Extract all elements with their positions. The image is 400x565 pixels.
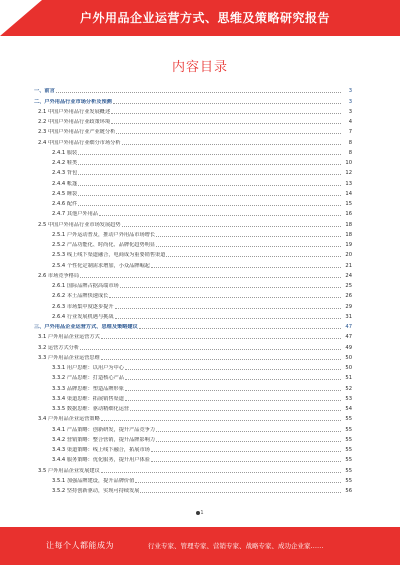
- toc-leader-dots: [120, 287, 341, 288]
- toc-entry[interactable]: [34, 207, 352, 217]
- toc-leader-dots: [125, 369, 341, 370]
- toc-leader-dots: [156, 246, 341, 247]
- toc-entry-label: 2.4.5 睡袋: [52, 190, 78, 197]
- toc-leader-dots: [101, 472, 341, 473]
- toc-entry-label: 2.4 中国户外用品行业细分市场分析: [38, 139, 121, 146]
- toc-leader-dots: [115, 308, 341, 309]
- toc-entry-page: 25: [345, 283, 352, 289]
- toc-entry-page: 3: [348, 98, 352, 105]
- toc-entry[interactable]: [34, 135, 352, 145]
- toc-entry-page: 19: [345, 242, 352, 248]
- toc-entry-page: 31: [345, 313, 352, 320]
- toc-leader-dots: [78, 195, 341, 196]
- toc-entry-label: 2.4.2 鞋类: [52, 160, 78, 166]
- toc-entry-page: 3: [348, 108, 352, 115]
- toc-entry-page: 55: [345, 457, 352, 464]
- toc-leader-dots: [78, 205, 341, 206]
- toc-entry-page: 16: [345, 211, 352, 218]
- toc-leader-dots: [101, 420, 341, 421]
- toc-leader-dots: [80, 277, 341, 278]
- toc-entry-label: 3.4.4 服务策略：优化服务，提升用户体验: [52, 457, 150, 464]
- toc-entry-label: 3.4.3 渠道策略：线上线下融合，拓展市场: [52, 447, 150, 453]
- toc-leader-dots: [125, 400, 341, 401]
- toc-entry-page: 55: [345, 477, 352, 484]
- toc-leader-dots: [125, 379, 341, 380]
- toc-entry-page: 49: [345, 344, 352, 351]
- toc-leader-dots: [113, 103, 341, 104]
- toc-entry-label: 三、户外用品企业运营方式、思维及策略建议: [34, 324, 138, 330]
- toc-entry-page: 55: [345, 436, 352, 443]
- toc-entry-page: 55: [345, 447, 352, 453]
- toc-entry-label: 2.4.4 帐篷: [52, 180, 78, 187]
- toc-entry-label: 2.6.4 行业发展机遇与挑战: [52, 313, 114, 320]
- toc-entry-page: 7: [348, 129, 352, 136]
- toc-leader-dots: [109, 297, 341, 298]
- toc-entry-page: 18: [345, 221, 352, 228]
- toc-leader-dots: [111, 123, 341, 124]
- toc-entry[interactable]: [34, 443, 352, 453]
- toc-entry[interactable]: [34, 361, 352, 371]
- footer-banner: [0, 527, 400, 565]
- toc-entry[interactable]: [34, 412, 352, 422]
- toc-leader-dots: [151, 267, 341, 268]
- toc-entry[interactable]: [34, 433, 352, 443]
- toc-entry-label: 3.5.1 加强品牌建设，提升品牌价值: [52, 477, 135, 484]
- toc-leader-dots: [156, 236, 341, 237]
- toc-entry-label: 2.4.6 配件: [52, 201, 78, 207]
- toc-entry-label: 2.1 中国户外用品行业发展概述: [38, 108, 111, 115]
- toc-leader-dots: [111, 113, 341, 114]
- toc-list: [34, 84, 352, 494]
- toc-entry-label: 2.5.4 个性化定制需求增加，小众品牌崛起: [52, 262, 150, 269]
- toc-leader-dots: [166, 256, 341, 257]
- toc-entry[interactable]: [34, 279, 352, 289]
- toc-entry-page: 24: [345, 272, 352, 279]
- toc-entry-label: 3.4.1 产品策略：创新研发，提升产品竞争力: [52, 426, 156, 433]
- toc-leader-dots: [151, 461, 341, 462]
- toc-leader-dots: [130, 410, 341, 411]
- toc-entry[interactable]: [34, 299, 352, 309]
- toc-entry-page: 47: [345, 334, 352, 341]
- toc-leader-dots: [156, 441, 341, 442]
- toc-entry-page: 55: [345, 426, 352, 433]
- toc-entry-page: 56: [345, 488, 352, 494]
- report-title: 户外用品企业运营方式、思维及策略研究报告: [80, 11, 331, 25]
- toc-entry-label: 2.3 中国户外用品行业产业链分析: [38, 129, 116, 136]
- toc-entry-page: 29: [345, 303, 352, 310]
- toc-entry[interactable]: [34, 84, 352, 94]
- toc-entry[interactable]: [34, 340, 352, 350]
- toc-entry-page: 21: [345, 262, 352, 269]
- toc-entry-label: 3.3.1 用户思维：以用户为中心: [52, 365, 124, 371]
- toc-leader-dots: [101, 338, 341, 339]
- toc-leader-dots: [99, 215, 341, 216]
- toc-leader-dots: [156, 431, 341, 432]
- toc-leader-dots: [115, 318, 341, 319]
- toc-entry-label: 2.4.7 其他户外用品: [52, 211, 98, 218]
- toc-entry-page: 20: [345, 252, 352, 259]
- toc-entry-label: 3.4 户外用品企业运营策略: [38, 416, 100, 423]
- toc-entry[interactable]: [34, 351, 352, 361]
- toc-entry-label: 3.3.3 品牌思维：塑造品牌形象: [52, 385, 124, 392]
- toc-leader-dots: [78, 174, 341, 175]
- toc-entry-page: 50: [345, 354, 352, 361]
- toc-entry[interactable]: [34, 176, 352, 186]
- toc-entry-label: 2.6.1 国际品牌占据高端市场: [52, 283, 119, 289]
- toc-entry-page: 55: [345, 416, 352, 423]
- toc-entry-page: 26: [345, 293, 352, 300]
- toc-entry-label: 3.3.2 产品思维：打造核心产品: [52, 375, 124, 382]
- toc-leader-dots: [56, 92, 341, 93]
- toc-entry-page: 8: [348, 149, 352, 156]
- toc-entry[interactable]: [34, 269, 352, 279]
- toc-entry[interactable]: [34, 371, 352, 381]
- toc-leader-dots: [140, 492, 341, 493]
- toc-entry-page: 51: [345, 375, 352, 382]
- toc-entry-page: 50: [345, 365, 352, 371]
- header-banner: [0, 0, 400, 36]
- toc-leader-dots: [125, 390, 341, 391]
- toc-entry[interactable]: [34, 115, 352, 125]
- toc-entry-label: 3.3.4 渠道思维：拓展销售渠道: [52, 395, 124, 402]
- toc-entry-label: 3.5.2 坚持创新驱动，实现可持续发展: [52, 488, 140, 494]
- toc-entry-label: 2.6.2 本土品牌快速成长: [52, 293, 109, 300]
- toc-entry-page: 8: [348, 139, 352, 146]
- toc-entry-label: 2.5.1 户外运动普及，推动户外用品市场增长: [52, 231, 156, 238]
- toc-entry[interactable]: [34, 422, 352, 432]
- toc-entry[interactable]: [34, 125, 352, 135]
- toc-entry[interactable]: [34, 484, 352, 494]
- toc-entry[interactable]: [34, 453, 352, 463]
- toc-entry-label: 2.5.2 产品功能化、时尚化、品牌化趋势明显: [52, 242, 156, 248]
- toc-entry[interactable]: [34, 217, 352, 227]
- toc-entry[interactable]: [34, 238, 352, 248]
- toc-entry-page: 54: [345, 406, 352, 412]
- toc-leader-dots: [151, 451, 341, 452]
- toc-entry-page: 12: [345, 170, 352, 177]
- toc-heading: 内容目录: [171, 60, 228, 75]
- toc-entry-label: 2.4.1 服装: [52, 149, 78, 156]
- toc-leader-dots: [139, 328, 341, 329]
- page-number: 1: [0, 510, 400, 516]
- toc-leader-dots: [78, 154, 341, 155]
- toc-entry-label: 2.2 中国户外用品行业政策环境: [38, 119, 111, 125]
- toc-entry-page: 4: [348, 119, 352, 125]
- toc-leader-dots: [101, 359, 341, 360]
- toc-entry[interactable]: [34, 402, 352, 412]
- toc-entry[interactable]: [34, 330, 352, 340]
- toc-entry-label: 3.4.2 营销策略：整合营销，提升品牌影响力: [52, 436, 156, 443]
- toc-entry-label: 3.3 户外用品企业运营思维: [38, 354, 100, 361]
- toc-entry[interactable]: [34, 474, 352, 484]
- toc-entry-label: 二、户外用品行业市场分析及预测: [34, 98, 112, 105]
- toc-entry-page: 10: [345, 160, 352, 166]
- toc-entry-page: 15: [345, 201, 352, 207]
- toc-entry[interactable]: [34, 289, 352, 299]
- toc-entry-page: 18: [345, 231, 352, 238]
- toc-entry-label: 一、前言: [34, 88, 55, 95]
- footer-slogan: 让每个人都能成为: [46, 541, 114, 550]
- toc-leader-dots: [122, 226, 341, 227]
- toc-entry-label: 2.5.3 线上线下渠道融合，电商成为重要销售渠道: [52, 252, 166, 259]
- toc-entry-label: 3.1 户外用品企业运营方式: [38, 334, 100, 341]
- toc-entry[interactable]: [34, 156, 352, 166]
- toc-entry-label: 3.3.5 数据思维：驱动精细化运营: [52, 406, 130, 412]
- toc-leader-dots: [135, 482, 341, 483]
- toc-leader-dots: [78, 164, 341, 165]
- toc-entry-label: 3.2 运营方式分析: [38, 344, 80, 351]
- toc-entry[interactable]: [34, 146, 352, 156]
- toc-entry[interactable]: [34, 248, 352, 258]
- banner-corner-cut: [0, 0, 42, 36]
- toc-entry[interactable]: [34, 228, 352, 238]
- toc-entry-label: 2.4.3 背包: [52, 170, 78, 177]
- toc-entry-page: 47: [345, 324, 352, 330]
- toc-entry[interactable]: [34, 258, 352, 268]
- toc-entry-label: 2.5 中国户外用品行业市场发展趋势: [38, 221, 121, 228]
- toc-entry-page: 3: [348, 88, 352, 95]
- footer-roles: 行业专家、管理专家、营销专家、战略专家、成功企业家……: [148, 542, 324, 550]
- toc-entry[interactable]: [34, 463, 352, 473]
- toc-entry[interactable]: [34, 166, 352, 176]
- toc-entry-page: 55: [345, 467, 352, 474]
- toc-entry[interactable]: [34, 94, 352, 104]
- toc-entry[interactable]: [34, 105, 352, 115]
- toc-entry[interactable]: [34, 392, 352, 402]
- toc-entry-label: 3.5 户外用品企业发展建议: [38, 467, 100, 474]
- toc-leader-dots: [116, 133, 341, 134]
- toc-entry-page: 14: [345, 190, 352, 197]
- toc-entry-label: 2.6 市场竞争格局: [38, 272, 80, 279]
- toc-entry[interactable]: [34, 381, 352, 391]
- toc-entry[interactable]: [34, 320, 352, 330]
- toc-entry[interactable]: [34, 310, 352, 320]
- toc-leader-dots: [78, 185, 341, 186]
- toc-entry-page: 53: [345, 395, 352, 402]
- toc-entry-page: 13: [345, 180, 352, 187]
- toc-entry-page: 52: [345, 385, 352, 392]
- toc-leader-dots: [80, 349, 341, 350]
- toc-entry-label: 2.6.3 市场集中度逐步提升: [52, 303, 114, 310]
- toc-entry[interactable]: [34, 187, 352, 197]
- toc-entry[interactable]: [34, 197, 352, 207]
- toc-leader-dots: [122, 144, 341, 145]
